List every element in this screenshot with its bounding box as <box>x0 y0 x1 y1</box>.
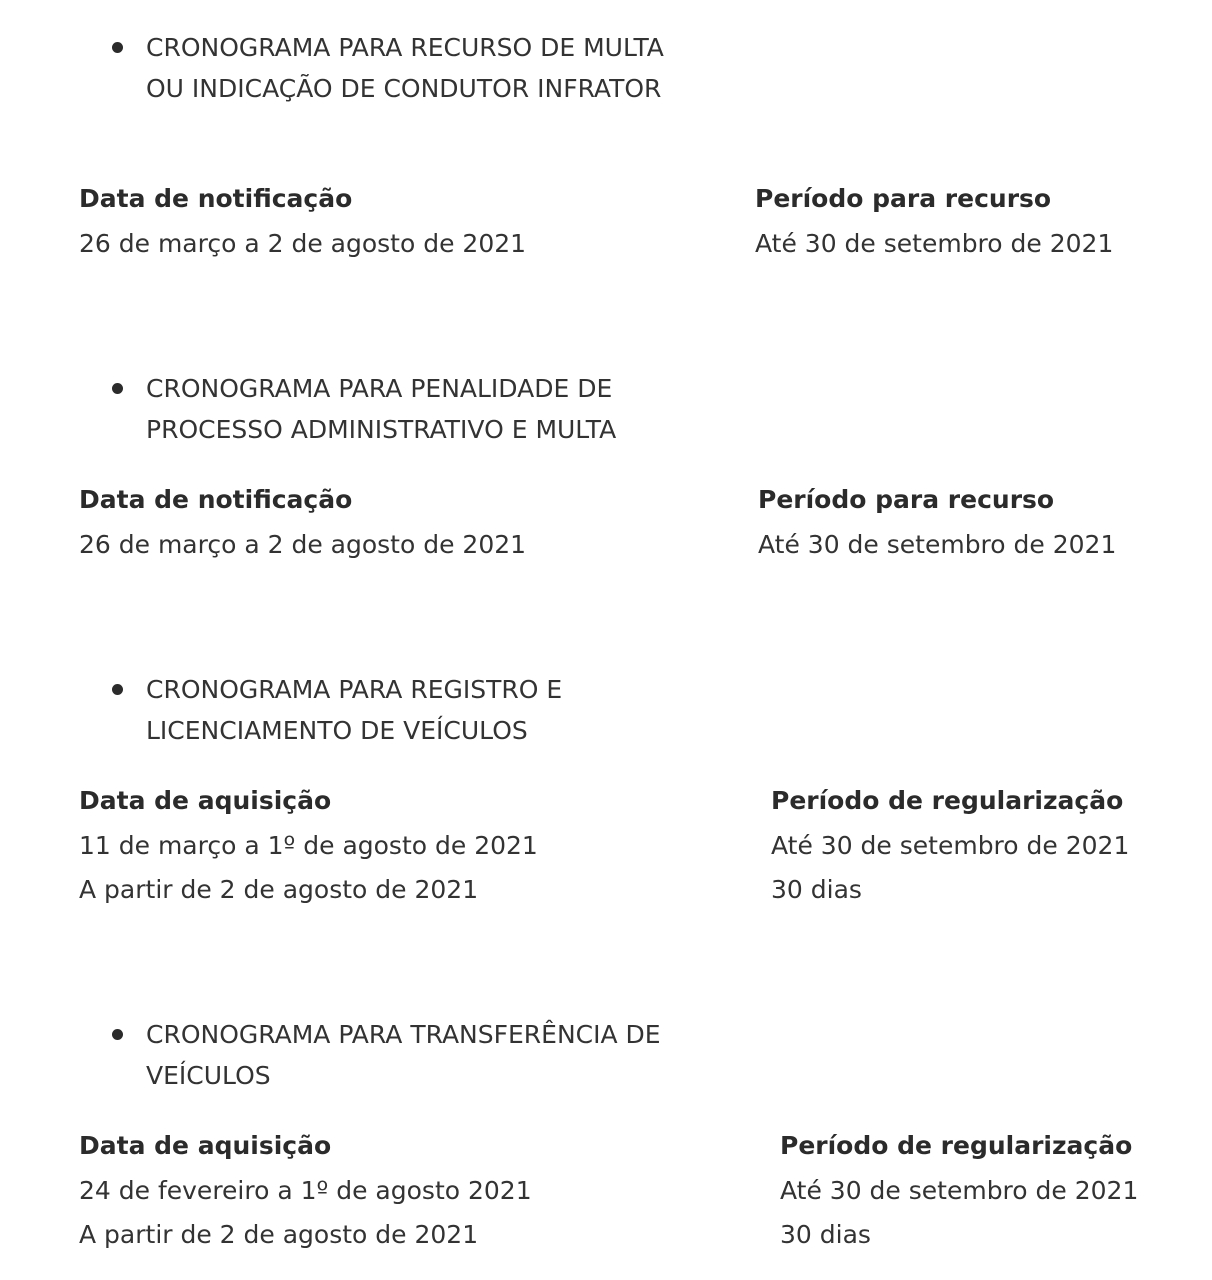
left-column-line: A partir de 2 de agosto de 2021 <box>79 1220 479 1249</box>
right-column-title: Período de regularização <box>771 786 1124 815</box>
left-column-title: Data de notificação <box>79 184 353 213</box>
right-column-line: Até 30 de setembro de 2021 <box>780 1176 1139 1205</box>
right-column-line: Até 30 de setembro de 2021 <box>755 229 1114 258</box>
section-heading: CRONOGRAMA PARA PENALIDADE DE PROCESSO ADMINISTRATIVO E MULTA <box>146 374 617 444</box>
left-column-line: 11 de março a 1º de agosto de 2021 <box>79 831 538 860</box>
left-column-line: 26 de março a 2 de agosto de 2021 <box>79 229 527 258</box>
left-column-line: A partir de 2 de agosto de 2021 <box>79 875 479 904</box>
left-column-line: 24 de fevereiro a 1º de agosto 2021 <box>79 1176 532 1205</box>
right-column-title: Período para recurso <box>758 485 1055 514</box>
section-heading: CRONOGRAMA PARA RECURSO DE MULTA OU INDICAÇÃO DE CONDUTOR INFRATOR <box>146 33 664 103</box>
bullet-icon <box>112 1029 123 1040</box>
section-heading: CRONOGRAMA PARA TRANSFERÊNCIA DE VEÍCULOS <box>146 1020 661 1090</box>
right-column-line: Até 30 de setembro de 2021 <box>758 530 1117 559</box>
right-column-line: 30 dias <box>780 1220 871 1249</box>
bullet-icon <box>112 383 123 394</box>
left-column-title: Data de aquisição <box>79 1131 332 1160</box>
right-column-title: Período para recurso <box>755 184 1052 213</box>
left-column-title: Data de notificação <box>79 485 353 514</box>
right-column-title: Período de regularização <box>780 1131 1133 1160</box>
right-column-line: 30 dias <box>771 875 862 904</box>
left-column-line: 26 de março a 2 de agosto de 2021 <box>79 530 527 559</box>
right-column-line: Até 30 de setembro de 2021 <box>771 831 1130 860</box>
section-heading: CRONOGRAMA PARA REGISTRO E LICENCIAMENTO DE VEÍCULOS <box>146 675 563 745</box>
left-column-title: Data de aquisição <box>79 786 332 815</box>
bullet-icon <box>112 684 123 695</box>
bullet-icon <box>112 42 123 53</box>
